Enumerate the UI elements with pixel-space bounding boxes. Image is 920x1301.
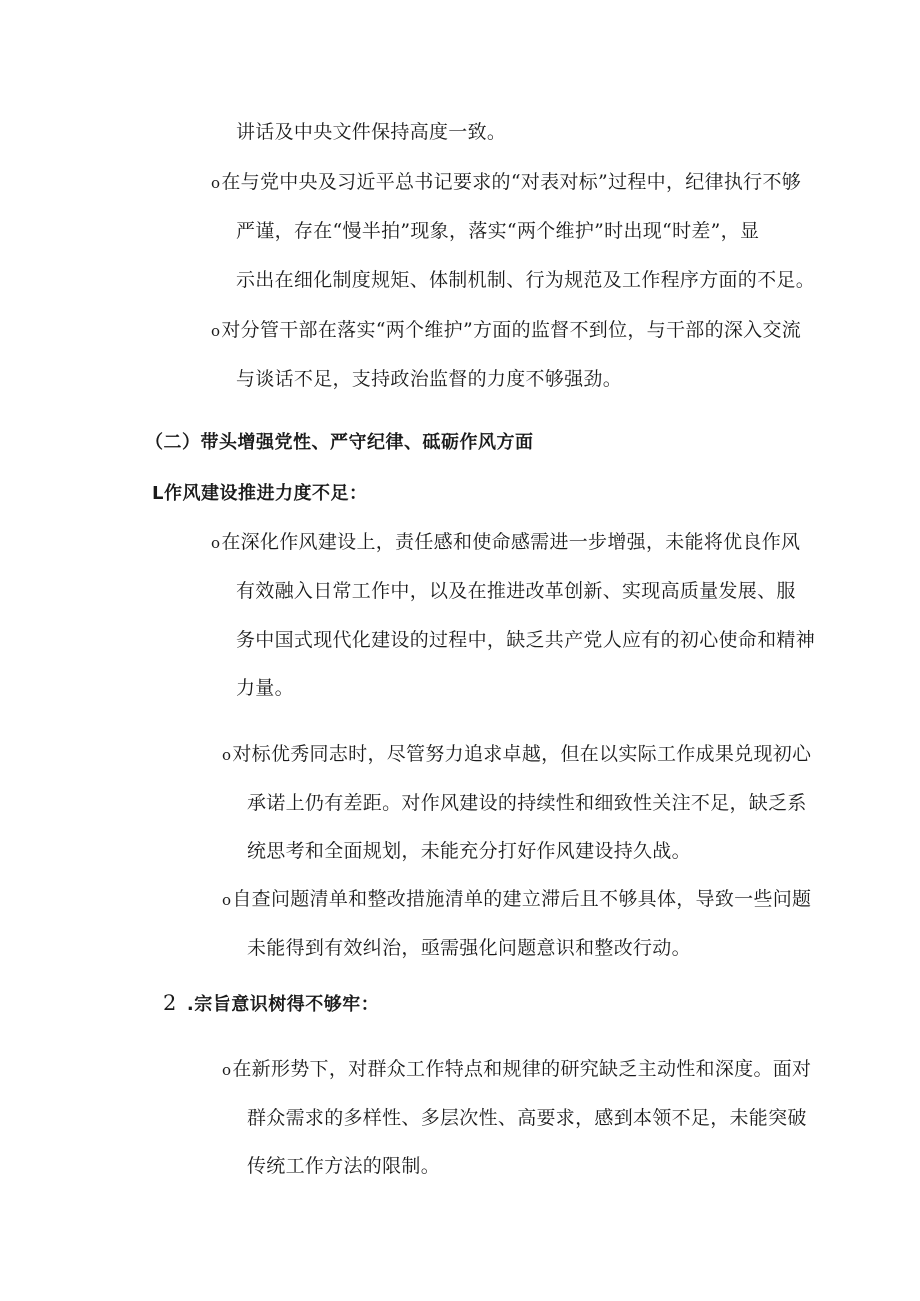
item-text: 在与党中央及习近平总书记要求的“对表对标”过程中，纪律执行不够	[221, 171, 802, 193]
sub-heading-number: 2	[163, 991, 177, 1015]
bullet-icon: o	[211, 322, 221, 340]
section-heading: （二）带头增强党性、严守纪律、砥砺作风方面	[145, 432, 534, 453]
bullet-item-line	[211, 530, 800, 555]
bullet-icon: o	[211, 534, 221, 552]
bullet-item-line	[222, 742, 811, 767]
item-text: 在深化作风建设上，责任感和使命感需进一步增强，未能将优良作风	[221, 531, 801, 553]
bullet-item-line: 传统工作方法的限制。	[247, 1155, 441, 1177]
bullet-icon: o	[222, 746, 232, 764]
paragraph-line: 讲话及中央文件保持高度一致。	[236, 121, 507, 143]
bullet-item-line: 群众需求的多样性、多层次性、高要求，感到本领不足，未能突破	[247, 1107, 807, 1129]
bullet-item-line: 务中国式现代化建设的过程中，缺乏共产党人应有的初心使命和精神	[236, 629, 816, 651]
sub-heading-text: .宗旨意识树得不够牢：	[186, 994, 380, 1015]
bullet-icon: o	[222, 891, 232, 909]
bullet-item-line: 承诺上仍有差距。对作风建设的持续性和细致性关注不足，缺乏系	[247, 792, 807, 814]
bullet-item-line	[222, 887, 811, 912]
bullet-item-line	[211, 170, 801, 195]
bullet-item-line	[211, 318, 801, 343]
bullet-icon: o	[222, 1061, 232, 1079]
bullet-item-line: 与谈话不足，支持政治监督的力度不够强劲。	[236, 368, 623, 390]
sub-heading: L作风建设推进力度不足：	[152, 483, 368, 504]
bullet-item-line: 未能得到有效纠治，亟需强化问题意识和整改行动。	[247, 937, 691, 959]
bullet-item-line: 统思考和全面规划，未能充分打好作风建设持久战。	[247, 840, 691, 862]
bullet-item-line: 力量。	[236, 677, 294, 699]
item-text: 对分管干部在落实“两个维护”方面的监督不到位，与干部的深入交流	[221, 319, 802, 341]
item-text: 对标优秀同志时，尽管努力追求卓越，但在以实际工作成果兑现初心	[232, 743, 812, 765]
bullet-item-line: 有效融入日常工作中，以及在推进改革创新、实现高质量发展、服	[236, 580, 796, 602]
sub-heading	[163, 991, 379, 1017]
item-text: 在新形势下，对群众工作特点和规律的研究缺乏主动性和深度。面对	[232, 1058, 812, 1080]
bullet-item-line: 示出在细化制度规矩、体制机制、行为规范及工作程序方面的不足。	[236, 269, 816, 291]
bullet-item-line	[222, 1057, 811, 1082]
bullet-item-line: 严谨，存在“慢半拍”现象，落实“两个维护”时出现“时差”，显	[236, 220, 760, 242]
item-text: 自查问题清单和整改措施清单的建立滞后且不够具体，导致一些问题	[232, 888, 812, 910]
bullet-icon: o	[211, 174, 221, 192]
